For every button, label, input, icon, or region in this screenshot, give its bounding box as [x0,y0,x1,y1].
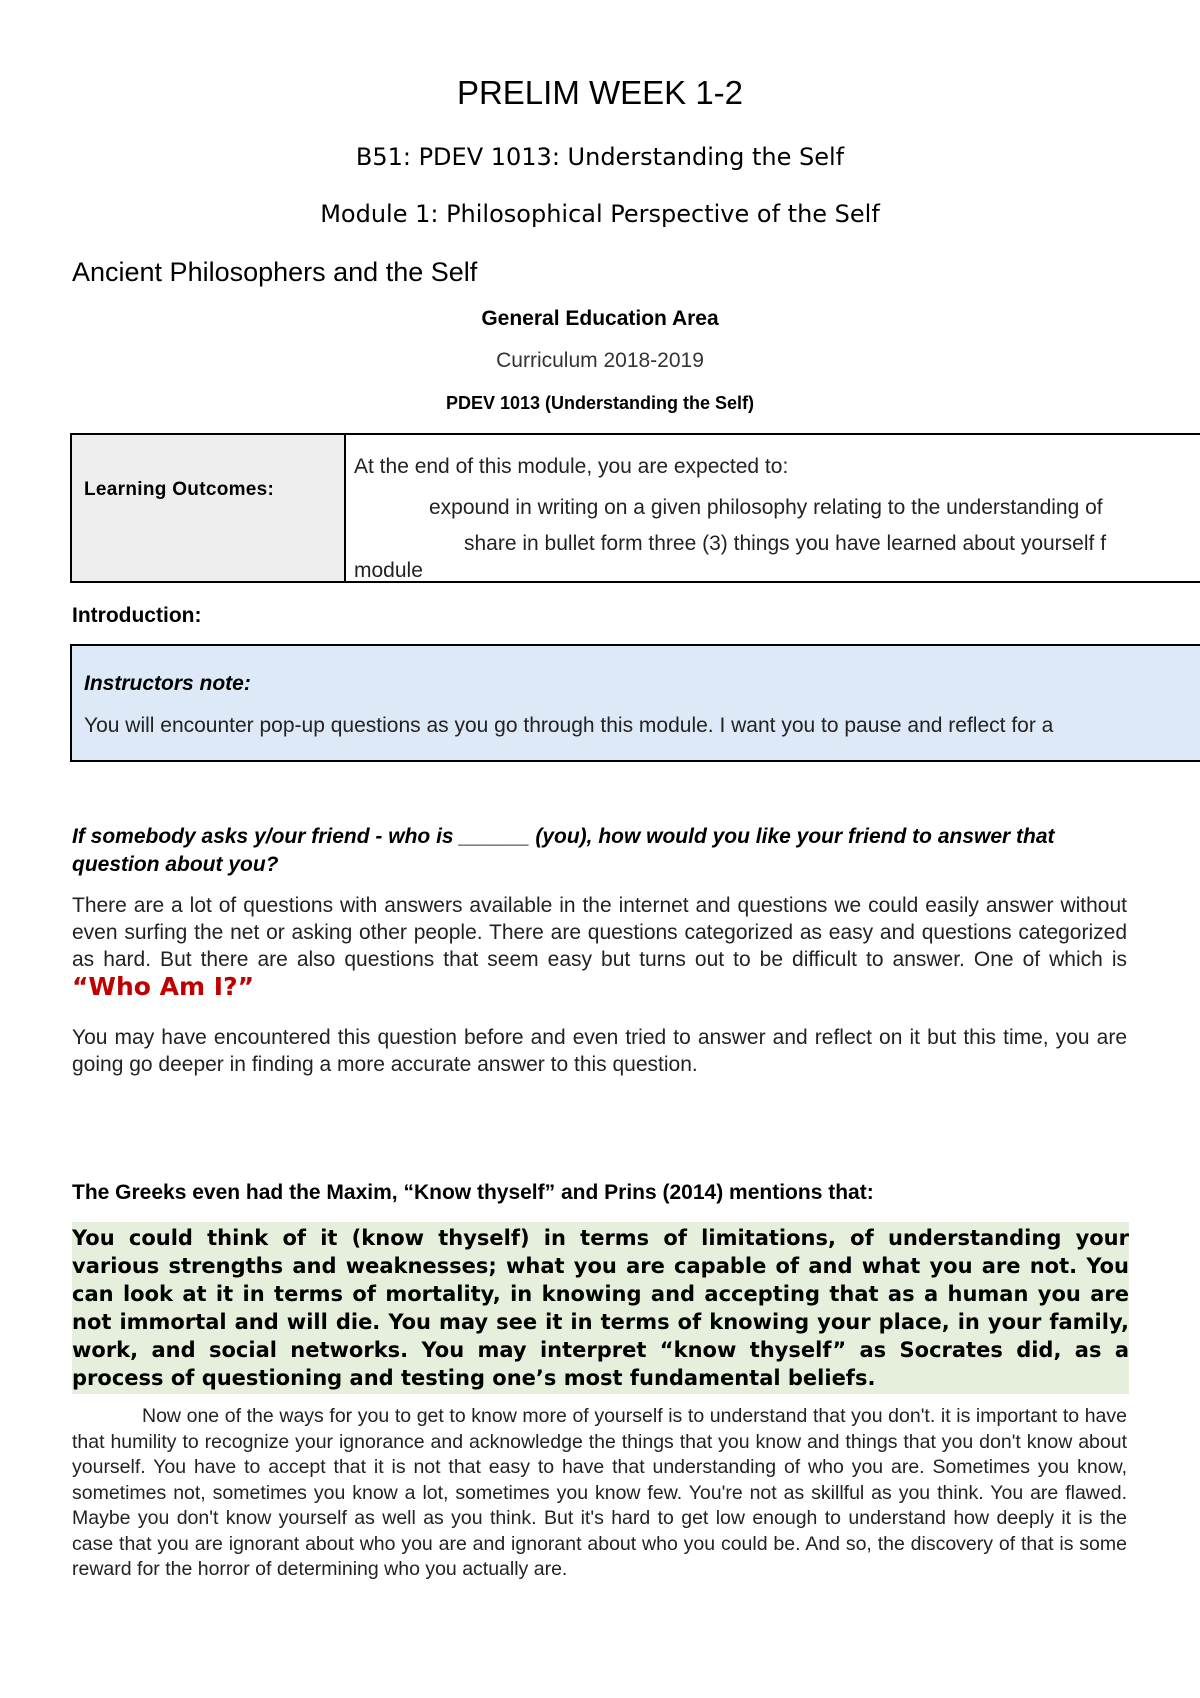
learning-outcome-item: expound in writing on a given philosophy relating to the understanding of [429,496,1103,519]
course-code-label: PDEV 1013 (Understanding the Self) [445,393,755,413]
module-title: Module 1: Philosophical Perspective of the Self [320,200,880,228]
instructors-note-box [70,644,1200,762]
paragraph-encounter: You may have encountered this question before and even tried to answer and reflect on it but this time, you are going go deeper in finding a more accurate answer to this question. [72,1026,1127,1076]
instructors-note-body: You will encounter pop-up questions as you go through this module. I want you to pause and reflect for a [84,714,1054,737]
learning-outcomes-table [70,433,1200,583]
prins-quote-block: You could think of it (know thyself) in terms of limitations, of understanding your various strengths and weaknesses; what you are capable of and what you are not. You can look at it in terms of mortality, in knowing and accepting that as a human you are not immortal and will die. You may see it in terms of knowing your place, in your family, work, and social networks. You may interpret “know thyself” as Socrates did, as a process of questioning and testing one’s most fundamental beliefs. [72,1222,1129,1394]
reflection-question: If somebody asks y/our friend - who is ______ (you), how would you like your friend to answer that question about you? [72,825,1055,876]
curriculum-label: Curriculum 2018-2019 [496,349,704,372]
page-title: PRELIM WEEK 1-2 [456,74,744,111]
learning-outcome-item: share in bullet form three (3) things you have learned about yourself f [464,532,1107,555]
greeks-maxim-intro: The Greeks even had the Maxim, “Know thyself” and Prins (2014) mentions that: [72,1181,874,1204]
area-label: General Education Area [481,307,719,330]
who-am-i-highlight: “Who Am I?” [72,972,255,1001]
introduction-label: Introduction: [72,604,202,627]
learning-outcomes-label-cell [72,435,346,581]
topic-heading: Ancient Philosophers and the Self [72,257,478,287]
instructors-note-title: Instructors note: [84,672,251,695]
learning-outcomes-label: Learning Outcomes: [84,479,275,500]
paragraph-questions-text: There are a lot of questions with answers available in the internet and questions we could easily answer without even surfing the net or asking other people. There are questions categorized as easy and questions categorized as hard. But there are also questions that seem easy but turns out to be difficult to answer. One of which is [72,894,1127,971]
paragraph-questions [72,892,1127,1002]
learning-outcome-continuation: module [354,559,423,582]
learning-outcomes-intro: At the end of this module, you are expected to: [354,455,789,478]
course-title: B51: PDEV 1013: Understanding the Self [355,143,845,171]
paragraph-humility: Now one of the ways for you to get to know more of yourself is to understand that you don't. it is important to have that humility to recognize your ignorance and acknowledge the things that you know and things that you don't know about yourself. You have to accept that it is not that easy to have that understanding of who you are. Sometimes you know, sometimes not, sometimes you know a lot, sometimes you know few. You're not as skillful as you think. You are flawed. Maybe you don't know yourself as well as you think. But it's hard to get low enough to understand how deeply it is the case that you are ignorant about who you are and ignorant about who you could be. And so, the discovery of that is some reward for the horror of determining who you actually are. [72,1405,1127,1580]
